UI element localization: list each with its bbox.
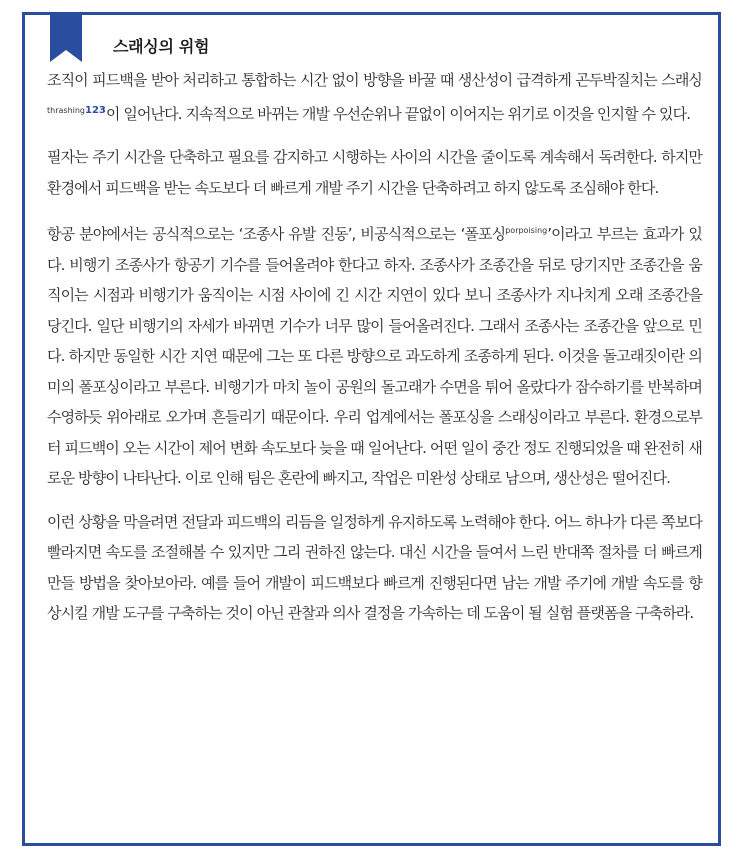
paragraph-1 (47, 65, 702, 129)
paragraph-3-text-a: 항공 분야에서는 공식적으로는 ‘조종사 유발 진동’, 비공식적으로는 ‘폴포싱 (47, 225, 506, 243)
paragraph-3-text-b: ’이라고 부르는 효과가 있다. 비행기 조종사가 항공기 기수를 들어올려야 한다고 하자. 조종사가 조종간을 뒤로 당기지만 조종간을 움직이는 시점과 비행기가 움직이는 시점 사이에 긴 시간 지연이 있다 보니 조종사가 지나치게 오래 조종간을 당긴다. 일단 비행기의 자세가 바뀌면 기수가 너무 많이 들어올려진다. 그래서 조종사는 조종간을 앞으로 민다. 하지만 동일한 시간 지연 때문에 그는 또 다른 방향으로 과도하게 조종하게 된다. 이것을 돌고래짓이란 의미의 폴포싱이라고 부른다. 비행기가 마치 놀이 공원의 돌고래가 수면을 튀어 올랐다가 잠수하기를 반복하며 수영하듯 위아래로 오가며 흔들리기 때문이다. 우리 업계에서는 폴포싱을 스래싱이라고 부른다. 환경으로부터 피드백이 오는 시간이 제어 변화 속도보다 늦을 때 일어난다. 어떤 일이 중간 정도 진행되었을 때 완전히 새로운 방향이 나타난다. 이로 인해 팀은 혼란에 빠지고, 작업은 미완성 상태로 남으며, 생산성은 떨어진다. (47, 225, 702, 487)
thrashing-superscript: thrashing (47, 105, 86, 115)
box-content (47, 65, 702, 642)
paragraph-1-text-a: 조직이 피드백을 받아 처리하고 통합하는 시간 없이 방향을 바꿀 때 생산성이 급격하게 곤두박질치는 스래싱 (47, 71, 702, 89)
paragraph-4: 이런 상황을 막을려면 전달과 피드백의 리듬을 일정하게 유지하도록 노력해야 한다. 어느 하나가 다른 쪽보다 빨라지면 속도를 조절해볼 수 있지만 그리 권하진 않는다. 대신 시간을 들여서 느린 반대쪽 절차를 더 빠르게 만들 방법을 찾아보아라. 예를 들어 개발이 피드백보다 빠르게 진행된다면 남는 개발 주기에 개발 속도를 향상시킬 개발 도구를 구축하는 것이 아닌 관찰과 의사 결정을 가속하는 데 도움이 될 실험 플랫폼을 구축하라. (47, 512, 702, 622)
paragraph-3 (47, 216, 702, 494)
footnote-ref-123: 123 (85, 104, 106, 116)
paragraph-2: 필자는 주기 시간을 단축하고 필요를 감지하고 시행하는 사이의 시간을 줄이도록 계속해서 독려한다. 하지만 환경에서 피드백을 받는 속도보다 더 빠르게 개발 주기 시간을 단축하려고 하지 않도록 조심해야 한다. (47, 148, 702, 197)
porpoising-superscript: porpoising (505, 226, 548, 235)
bookmark-ribbon-icon (50, 12, 82, 62)
paragraph-1-text-b: 이 일어난다. 지속적으로 바뀌는 개발 우선순위나 끝없이 이어지는 위기로 이것을 인지할 수 있다. (105, 104, 691, 123)
box-title: 스래싱의 위험 (113, 37, 210, 56)
